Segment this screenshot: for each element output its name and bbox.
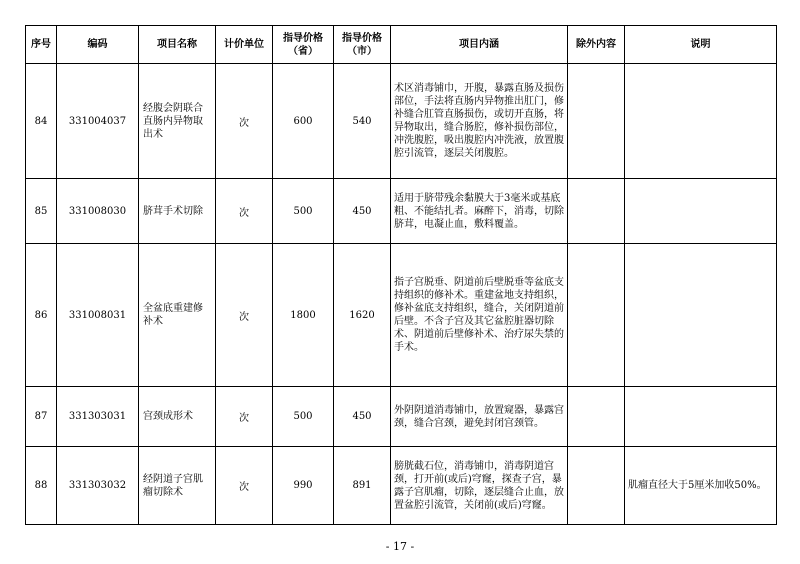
header-seq: 序号 [26,26,57,64]
row-price-city: 450 [334,387,391,447]
header-price-city: 指导价格（市） [334,26,391,64]
row-unit: 次 [216,447,273,525]
row-price-city: 540 [334,64,391,179]
row-content: 外阴阴道消毒铺巾，放置窥器，暴露宫颈，缝合宫颈，避免封闭宫颈管。 [391,387,568,447]
row-note [625,387,777,447]
row-unit: 次 [216,64,273,179]
row-code: 331004037 [57,64,139,179]
row-unit: 次 [216,244,273,387]
header-code: 编码 [57,26,139,64]
row-price-prov: 600 [273,64,334,179]
row-content: 适用于脐带残余黏膜大于3毫米或基底粗、不能结扎者。麻醉下，消毒，切除脐茸，电凝止血，敷料覆盖。 [391,179,568,244]
row-code: 331303031 [57,387,139,447]
row-price-prov: 990 [273,447,334,525]
row-note: 肌瘤直径大于5厘米加收50%。 [625,447,777,525]
table-row [26,179,777,244]
header-note: 说明 [625,26,777,64]
row-excluded [568,64,625,179]
header-excluded: 除外内容 [568,26,625,64]
row-excluded [568,244,625,387]
row-content: 指子宫脱垂、阴道前后壁脱垂等盆底支持组织的修补术。重建盆地支持组织，修补盆底支持组织，缝合，关闭阴道前后壁。不含子宫及其它盆腔脏器切除术、阴道前后壁修补术、治疗尿失禁的手术。 [391,244,568,387]
header-row [26,26,777,64]
row-code: 331303032 [57,447,139,525]
row-name: 经腹会阴联合直肠内异物取出术 [139,64,216,179]
row-content: 膀胱截石位，消毒铺巾，消毒阴道宫颈，打开前(或后)穹窿，探查子宫，暴露子宫肌瘤，切除，逐层缝合止血，放置盆腔引流管，关闭前(或后)穹窿。 [391,447,568,525]
header-unit: 计价单位 [216,26,273,64]
row-name: 经阴道子宫肌瘤切除术 [139,447,216,525]
row-price-prov: 1800 [273,244,334,387]
table-row [26,64,777,179]
row-name: 脐茸手术切除 [139,179,216,244]
row-name: 全盆底重建修补术 [139,244,216,387]
header-content: 项目内涵 [391,26,568,64]
header-name: 项目名称 [139,26,216,64]
row-note [625,244,777,387]
row-content: 术区消毒铺巾，开腹，暴露直肠及损伤部位，手法将直肠内异物推出肛门，修补缝合肛管直肠损伤，或切开直肠，将异物取出，缝合肠腔，修补损伤部位，冲洗腹腔，吸出腹腔内冲洗液，放置腹腔引流管，逐层关闭腹腔。 [391,64,568,179]
row-price-prov: 500 [273,387,334,447]
row-note [625,179,777,244]
row-unit: 次 [216,179,273,244]
row-code: 331008030 [57,179,139,244]
page-number: - 17 - [385,540,415,553]
row-unit: 次 [216,387,273,447]
table-row [26,447,777,525]
row-seq: 86 [26,244,57,387]
row-price-city: 450 [334,179,391,244]
row-excluded [568,179,625,244]
row-seq: 88 [26,447,57,525]
row-price-prov: 500 [273,179,334,244]
row-seq: 85 [26,179,57,244]
header-price-prov: 指导价格（省） [273,26,334,64]
row-price-city: 891 [334,447,391,525]
row-code: 331008031 [57,244,139,387]
row-seq: 84 [26,64,57,179]
row-seq: 87 [26,387,57,447]
row-excluded [568,447,625,525]
row-note [625,64,777,179]
row-excluded [568,387,625,447]
row-price-city: 1620 [334,244,391,387]
table-row [26,387,777,447]
row-name: 宫颈成形术 [139,387,216,447]
fee-table [25,25,777,525]
table-row [26,244,777,387]
